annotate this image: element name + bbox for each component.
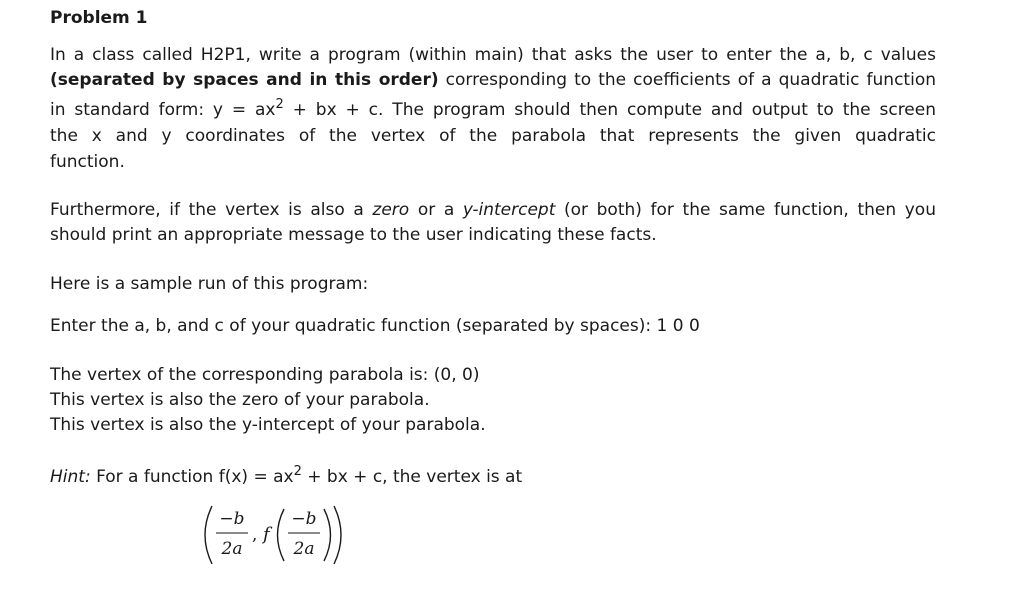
hint-exponent: 2 — [293, 464, 302, 479]
paragraph-1-line-1: In a class called H2P1, write a program (within main) that asks the user to enter the a, b, c values — [50, 45, 936, 65]
fraction-1-denominator: 2a — [221, 539, 243, 559]
y-intercept-term: y-intercept — [462, 200, 556, 220]
paragraph-2-line-2: should print an appropriate message to the user indicating these facts. — [50, 225, 657, 245]
paragraph-1-line-3: in standard form: $y = ax^2$ + bx + c. The program should then compute and output to the screen — [50, 97, 937, 120]
bold-instruction: (separated by spaces and in this order) — [50, 70, 439, 90]
formula-function: f — [263, 524, 270, 545]
inner-right-paren — [324, 509, 331, 561]
paragraph-1-line-4: the x and y coordinates of the vertex of the parabola that represents the given quadratic — [50, 126, 936, 146]
hint-label: Hint: — [50, 467, 91, 487]
output-line-3: This vertex is also the y-intercept of your parabola. — [50, 415, 486, 435]
sample-run-intro: Here is a sample run of this program: — [50, 274, 369, 294]
inner-left-paren — [278, 509, 285, 561]
fraction-2-numerator: −b — [291, 509, 317, 529]
formula-comma: , — [252, 525, 258, 545]
sample-prompt: Enter the a, b, and c of your quadratic function (separated by spaces): 1 0 0 — [50, 316, 700, 336]
fraction-2-denominator: 2a — [293, 539, 315, 559]
outer-left-paren — [205, 506, 212, 564]
vertex-formula — [200, 500, 410, 570]
exponent: 2 — [275, 97, 284, 112]
fraction-1-numerator: −b — [219, 509, 245, 529]
paragraph-1-line-5: function. — [50, 152, 125, 172]
problem-title: Problem 1 — [50, 8, 148, 28]
output-line-1: The vertex of the corresponding parabola is: (0, 0) — [50, 365, 480, 385]
zero-term: zero — [372, 200, 410, 220]
hint-line: Hint: For a function $f(x) = ax^2$ + bx + c, the vertex is at — [50, 464, 523, 487]
paragraph-1-line-2: (separated by spaces and in this order) corresponding to the coefficients of a quadratic function — [50, 70, 936, 90]
outer-right-paren — [334, 506, 341, 564]
output-line-2: This vertex is also the zero of your parabola. — [50, 390, 430, 410]
paragraph-2-line-1: Furthermore, if the vertex is also a zero or a y-intercept (or both) for the same function, then you — [50, 200, 936, 220]
